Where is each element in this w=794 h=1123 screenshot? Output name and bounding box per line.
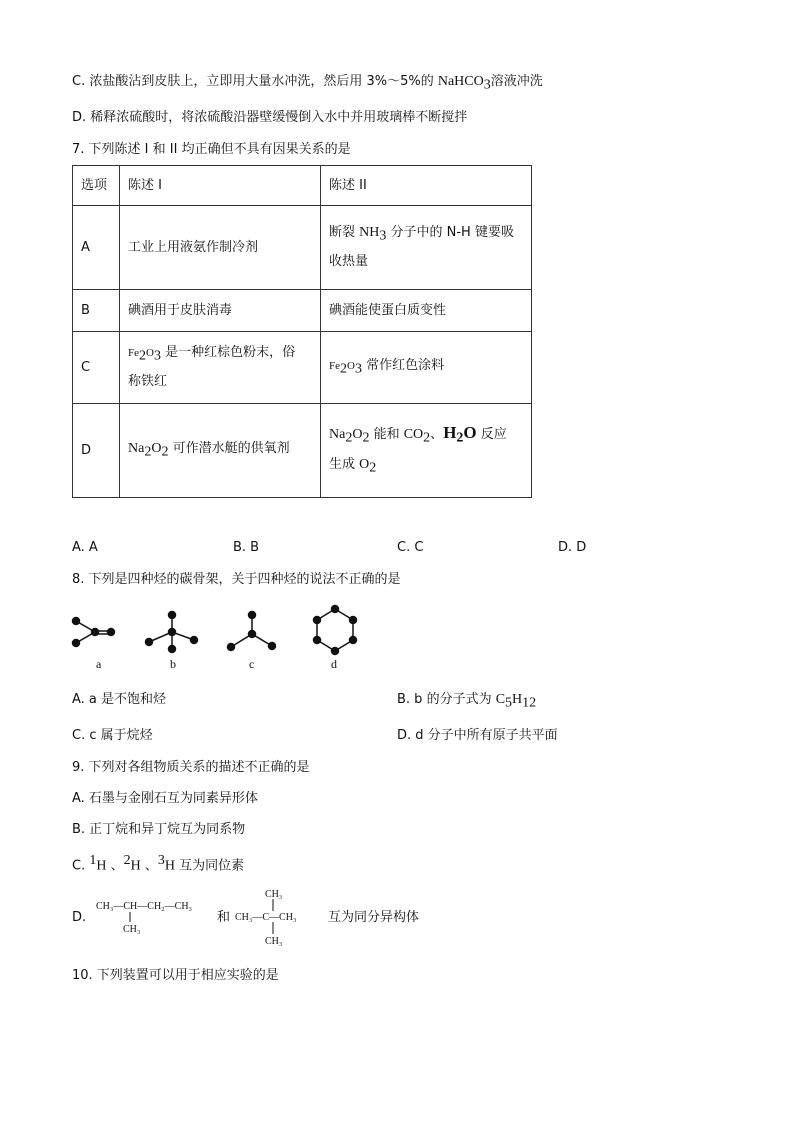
nh3-formula: NH — [359, 224, 380, 240]
row-option: D — [73, 404, 120, 498]
and-word: 和 — [217, 910, 231, 925]
skeleton-label-b: b — [170, 657, 176, 671]
formula-part: O — [347, 359, 355, 372]
question-7-stem: 7. 下列陈述 I 和 II 均正确但不具有因果关系的是 — [72, 142, 351, 157]
skeleton-c — [228, 612, 276, 651]
subscript: 2 — [161, 444, 169, 460]
separator: 、 — [140, 858, 158, 874]
option-c-line — [72, 73, 543, 95]
subscript: 3 — [153, 348, 161, 364]
row-statement-1: 工业上用液氨作制冷剂 — [120, 206, 321, 290]
subscript: 2 — [362, 430, 370, 446]
neopentane-top: CH₃ — [265, 889, 283, 900]
row-option: B — [73, 290, 120, 332]
subscript: 3 — [354, 361, 362, 377]
fe2o3-formula: Fe — [329, 359, 340, 372]
q8-option-c: C. c 属于烷烃 — [72, 728, 153, 743]
text-part: 收热量 — [329, 254, 369, 270]
carbon-skeletons-figure — [0, 602, 794, 662]
subscript: 2 — [139, 348, 146, 364]
text-part: 分子中的 N-H 键要吸 — [386, 224, 514, 240]
text-part: 能和 — [369, 426, 404, 442]
table-row — [73, 404, 532, 498]
q7-option-b: B. B — [233, 540, 260, 555]
header-option: 选项 — [73, 166, 120, 206]
row-statement-1 — [120, 332, 321, 404]
na2o2-formula: Na — [329, 426, 346, 442]
hydrogen-symbol: H — [130, 858, 141, 874]
table-header-row — [73, 166, 532, 206]
q9-option-c — [72, 852, 244, 875]
text-part: 互为同位素 — [175, 858, 245, 874]
isopentane-branch: CH₃ — [123, 924, 141, 935]
subscript: 2 — [456, 430, 464, 446]
q9-option-b: B. 正丁烷和异丁烷互为同系物 — [72, 822, 246, 837]
q7-option-a: A. A — [72, 540, 98, 555]
formula-part: H — [512, 692, 523, 707]
nahco3-formula: NaHCO — [437, 74, 484, 89]
row-option: A — [73, 206, 120, 290]
table-row — [73, 332, 532, 404]
subscript: 2 — [369, 460, 377, 476]
q9-option-d-text: 互为同分异构体 — [328, 910, 420, 925]
header-statement-2: 陈述 II — [321, 166, 532, 206]
subscript: 2 — [423, 430, 431, 446]
formula-part: O — [151, 440, 162, 456]
hydrogen-symbol: H — [164, 858, 175, 874]
option-c-text: C. 浓盐酸沾到皮肤上，立即用大量水冲洗，然后用 3%～5%的 — [72, 74, 438, 89]
question-9-stem: 9. 下列对各组物质关系的描述不正确的是 — [72, 760, 310, 775]
text-part: 反应 — [476, 426, 507, 442]
q8-option-b — [397, 691, 536, 713]
q7-option-c: C. C — [397, 540, 424, 555]
neopentane-middle: CH₃—C—CH₃ — [235, 912, 297, 923]
h2o-formula: H — [443, 422, 457, 442]
fe2o3-formula: Fe — [128, 346, 139, 359]
row-statement-1: 碘酒用于皮肤消毒 — [120, 290, 321, 332]
isopentane-main-chain: CH₃—CH—CH₂—CH₃ — [96, 901, 193, 912]
subscript: 12 — [522, 695, 537, 711]
o2-formula: O — [359, 456, 370, 472]
hydrogen-symbol: H — [96, 858, 107, 874]
question-7-table — [72, 165, 532, 498]
co2-formula: CO — [403, 426, 424, 442]
formula-part: O — [352, 426, 363, 442]
isotope-mass: 3 — [157, 853, 165, 868]
formula-part: O — [463, 422, 477, 442]
q9-option-a: A. 石墨与金刚石互为同素异形体 — [72, 791, 258, 806]
isotope-mass: 2 — [123, 853, 131, 868]
row-statement-2 — [321, 332, 532, 404]
separator: 、 — [106, 858, 124, 874]
subscript: 5 — [505, 695, 513, 711]
table-row — [73, 206, 532, 290]
nahco3-subscript: 3 — [483, 77, 491, 93]
subscript: 2 — [340, 361, 347, 377]
text-part: 称铁红 — [128, 374, 168, 390]
option-d-line: D. 稀释浓硫酸时，将浓硫酸沿器壁缓慢倒入水中并用玻璃棒不断搅拌 — [72, 110, 468, 125]
subscript: 2 — [345, 430, 353, 446]
skeleton-label-d: d — [331, 657, 337, 671]
text-part: 生成 — [329, 456, 360, 472]
text-part: 断裂 — [329, 224, 360, 240]
question-8-stem: 8. 下列是四种烃的碳骨架，关于四种烃的说法不正确的是 — [72, 572, 401, 587]
na2o2-formula: Na — [128, 440, 145, 456]
row-statement-2 — [321, 404, 532, 498]
skeleton-a — [73, 618, 115, 647]
subscript: 3 — [379, 228, 387, 244]
isotope-mass: 1 — [89, 853, 97, 868]
row-option: C — [73, 332, 120, 404]
text-part: 、 — [430, 426, 444, 442]
question-10-stem: 10. 下列装置可以用于相应实验的是 — [72, 968, 279, 983]
formula-part: C — [495, 692, 506, 707]
q7-option-d: D. D — [558, 540, 587, 555]
text-part: 是一种红棕色粉末，俗 — [160, 344, 296, 360]
row-statement-2 — [321, 206, 532, 290]
row-statement-2: 碘酒能使蛋白质变性 — [321, 290, 532, 332]
subscript: 2 — [144, 444, 152, 460]
q9-option-d-label: D. — [72, 910, 87, 925]
skeleton-label-c: c — [249, 657, 255, 671]
header-statement-1: 陈述 I — [120, 166, 321, 206]
formula-part: O — [146, 346, 154, 359]
text-part: C. — [72, 858, 90, 874]
skeleton-b — [146, 612, 198, 653]
row-statement-1 — [120, 404, 321, 498]
text-part: B. b 的分子式为 — [397, 692, 496, 707]
table-row — [73, 290, 532, 332]
q8-option-d: D. d 分子中所有原子共平面 — [397, 728, 558, 743]
q8-option-a: A. a 是不饱和烃 — [72, 692, 167, 707]
text-part: 可作潜水艇的供氧剂 — [168, 440, 290, 456]
text-part: 常作红色涂料 — [361, 357, 445, 373]
option-c-suffix: 溶液冲洗 — [490, 74, 543, 89]
skeleton-d — [314, 606, 357, 655]
skeleton-label-a: a — [96, 657, 102, 671]
neopentane-bottom: CH₃ — [265, 936, 283, 947]
